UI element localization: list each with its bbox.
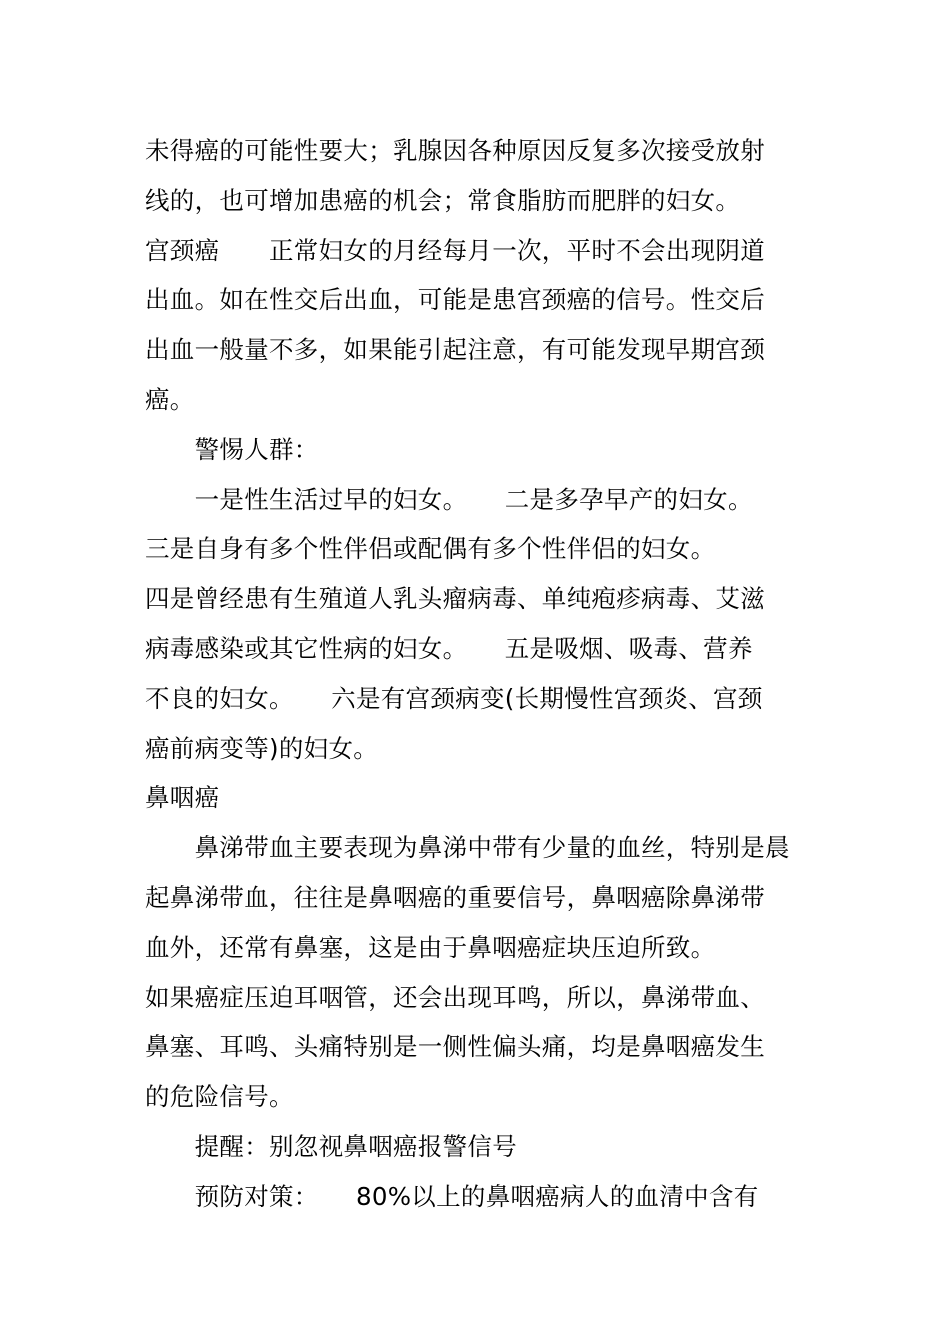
text-line: 出血。如在性交后出血，可能是患宫颈癌的信号。性交后: [145, 285, 765, 315]
text-line: 一是性生活过早的妇女。 二是多孕早产的妇女。: [145, 484, 753, 514]
body-text: [145, 126, 825, 1222]
text-line: 癌。: [145, 384, 195, 414]
section-heading-nasopharyngeal-cancer: 鼻咽癌: [145, 783, 220, 813]
text-line: 未得癌的可能性要大；乳腺因各种原因反复多次接受放射: [145, 136, 765, 165]
section-heading-cervical-cancer: 宫颈癌 正常妇女的月经每月一次，平时不会出现阴道: [145, 235, 765, 265]
text-line: 鼻塞、耳鸣、头痛特别是一侧性偏头痛，均是鼻咽癌发生: [145, 1032, 765, 1062]
text-line: 的危险信号。: [145, 1082, 294, 1112]
subheading-risk-groups: 警惕人群：: [145, 434, 319, 464]
reminder-line: 提醒：别忽视鼻咽癌报警信号: [145, 1131, 517, 1161]
text-line: 鼻涕带血主要表现为鼻涕中带有少量的血丝，特别是晨: [145, 833, 790, 863]
text-line: 血外，还常有鼻塞，这是由于鼻咽癌症块压迫所致。: [145, 932, 716, 962]
text-line: 病毒感染或其它性病的妇女。 五是吸烟、吸毒、营养: [145, 633, 753, 663]
prevention-line: 预防对策： 80%以上的鼻咽癌病人的血清中含有: [145, 1181, 759, 1211]
text-line: 出血一般量不多，如果能引起注意，有可能发现早期宫颈: [145, 335, 765, 365]
text-line: 三是自身有多个性伴侣或配偶有多个性伴侣的妇女。: [145, 534, 716, 564]
text-line: 起鼻涕带血，往往是鼻咽癌的重要信号，鼻咽癌除鼻涕带: [145, 882, 765, 912]
text-line: 如果癌症压迫耳咽管，还会出现耳鸣，所以，鼻涕带血、: [145, 982, 765, 1012]
text-line: 线的，也可增加患癌的机会；常食脂肪而肥胖的妇女。: [145, 185, 741, 215]
text-line: 癌前病变等)的妇女。: [145, 733, 379, 763]
text-line: 四是曾经患有生殖道人乳头瘤病毒、单纯疱疹病毒、艾滋: [145, 584, 765, 614]
text-line: 不良的妇女。 六是有宫颈病变(长期慢性宫颈炎、宫颈: [145, 683, 763, 713]
